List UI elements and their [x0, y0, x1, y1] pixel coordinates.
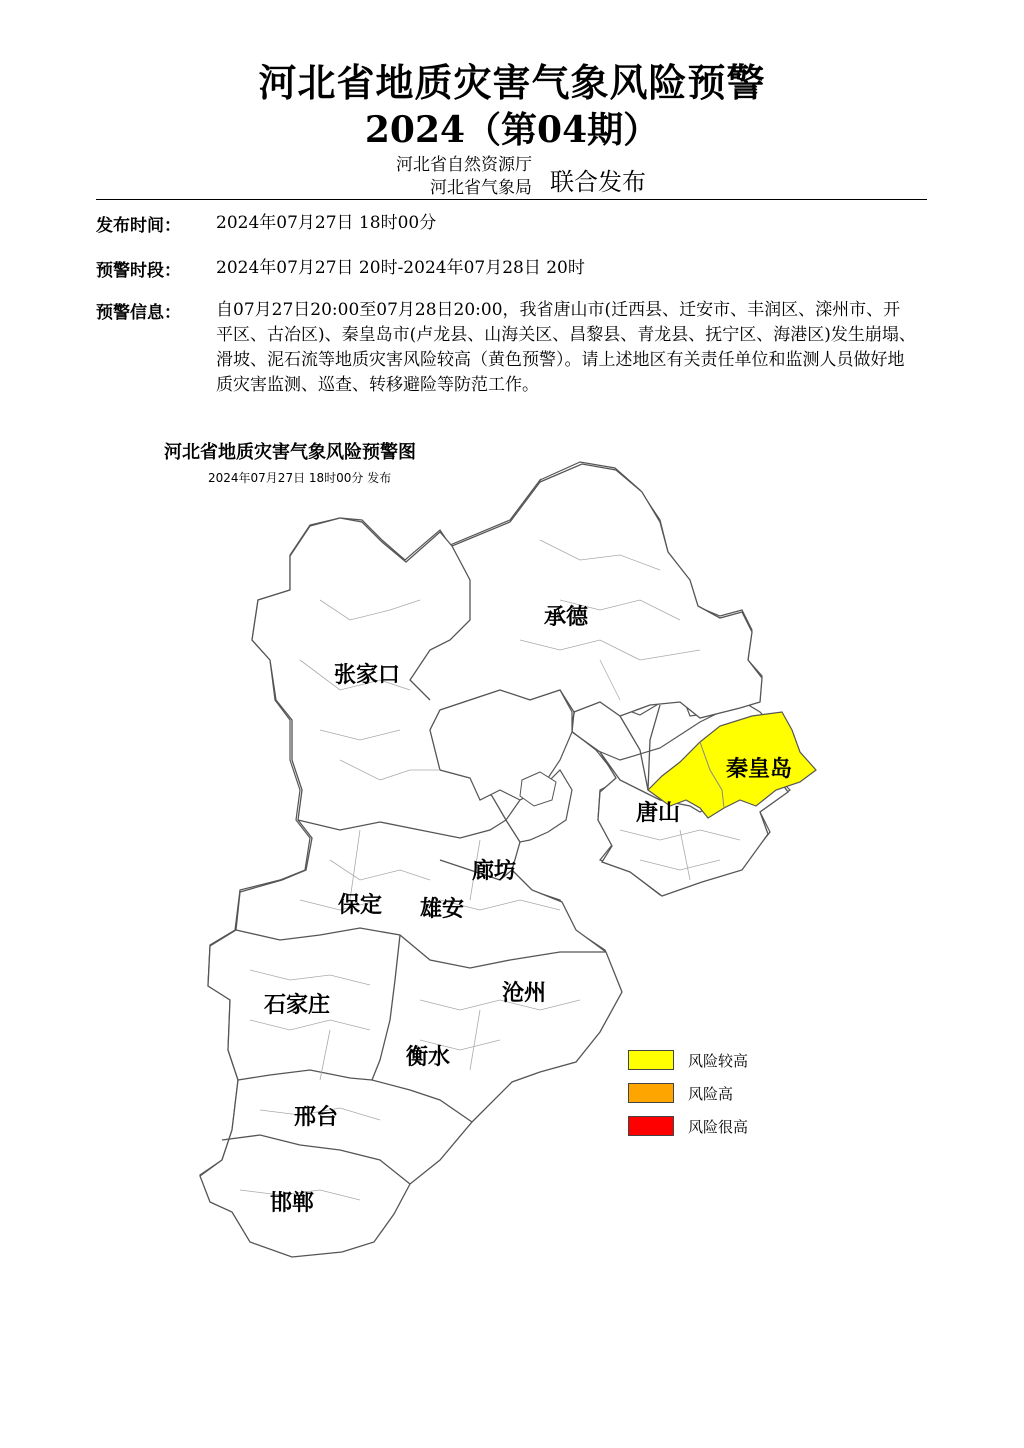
- publish-time-label: 发布时间：: [96, 216, 181, 236]
- issue-number: 2024（第04期）: [364, 109, 660, 151]
- joint-release: 联合发布: [550, 168, 646, 196]
- label-shijiazhuang: 石家庄: [264, 992, 331, 1018]
- org-natural-resources: 河北省自然资源厅: [396, 155, 532, 175]
- legend-swatch-orange: [628, 1083, 674, 1103]
- document-title: 河北省地质灾害气象风险预警: [258, 60, 766, 105]
- label-tangshan: 唐山: [636, 800, 681, 826]
- label-cangzhou: 沧州: [502, 980, 547, 1006]
- label-chengde: 承德: [544, 604, 589, 630]
- warning-info-label: 预警信息：: [96, 303, 181, 323]
- map-subtitle: 2024年07月27日 18时00分 发布: [208, 471, 392, 485]
- map-title: 河北省地质灾害气象风险预警图: [164, 442, 416, 463]
- warning-info-value: 自07月27日20:00至07月28日20:00，我省唐山市(迁西县、迁安市、丰润区、滦州市、开平区、古冶区)、秦皇岛市(卢龙县、山海关区、昌黎县、青龙县、抚宁区、海港区)发生崩塌、滑坡、泥石流等地质灾害风险较高（黄色预警）。请上述地区有关责任单位和监测人员做好地质灾害监测、巡查、转移避险等防范工作。: [216, 300, 916, 395]
- warning-period-value: 2024年07月27日 20时-2024年07月28日 20时: [216, 258, 585, 278]
- legend-label: 风险高: [688, 1085, 734, 1103]
- legend-label: 风险较高: [688, 1052, 749, 1070]
- legend-swatch-red: [628, 1116, 674, 1136]
- org-meteorology: 河北省气象局: [430, 178, 532, 198]
- label-zhangjiakou: 张家口: [334, 662, 401, 688]
- label-hengshui: 衡水: [406, 1044, 451, 1070]
- label-xingtai: 邢台: [294, 1104, 339, 1130]
- publish-time-value: 2024年07月27日 18时00分: [216, 213, 437, 233]
- label-xiongan: 雄安: [420, 896, 465, 922]
- legend-swatch-yellow: [628, 1050, 674, 1070]
- label-qinhuangdao: 秦皇岛: [726, 756, 793, 782]
- legend-label: 风险很高: [688, 1118, 749, 1136]
- warning-period-label: 预警时段：: [96, 261, 181, 281]
- label-handan: 邯郸: [270, 1190, 315, 1216]
- label-baoding: 保定: [338, 892, 383, 918]
- label-langfang: 廊坊: [472, 858, 517, 884]
